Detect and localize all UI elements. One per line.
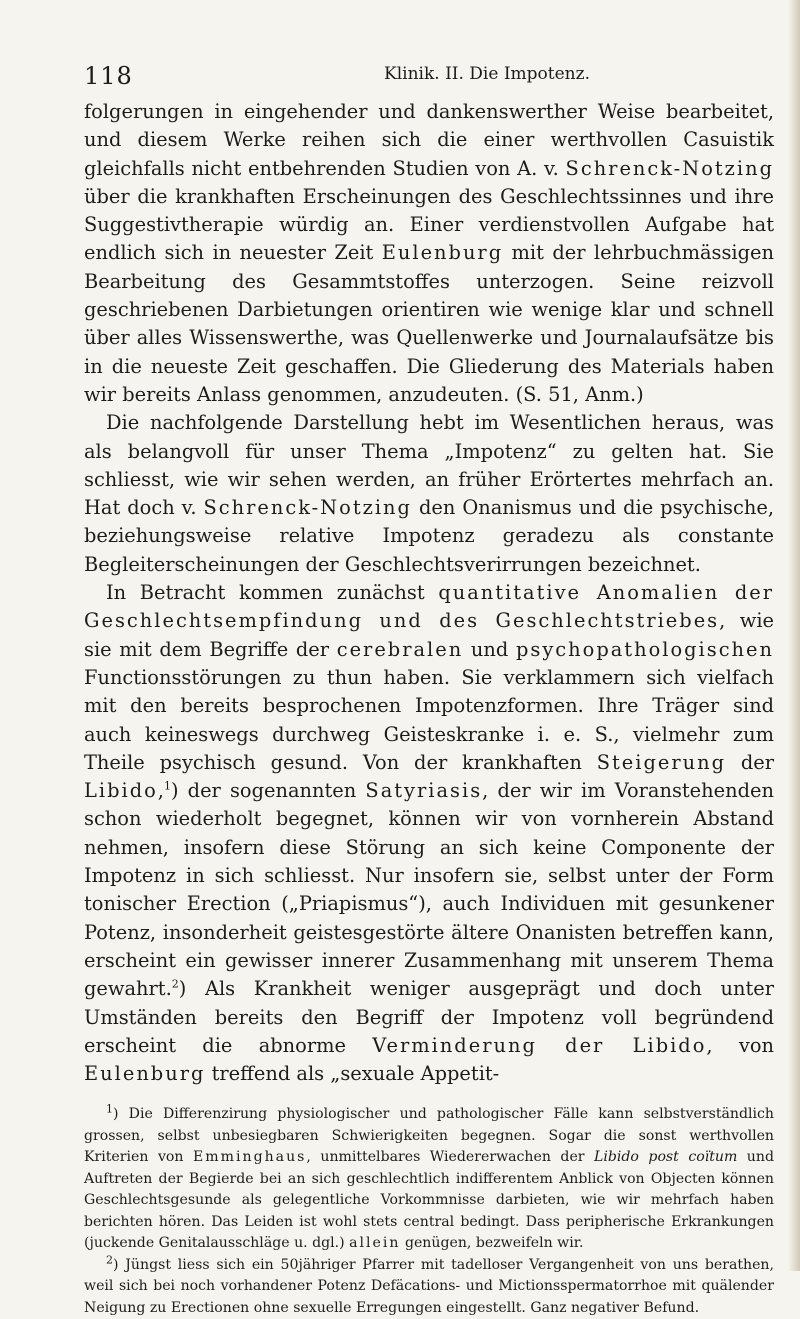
author-name: Eulenburg — [381, 241, 504, 265]
main-text — [84, 98, 774, 1088]
text-run: über die krankhaften Erscheinungen des Geschlechtssinnes und ihre Suggestivtherapie würdig an. Einer verdienstvollen Aufgabe hat endlich sich in neuester Zeit — [84, 184, 774, 265]
italic-term: Libido post coïtum — [594, 1149, 738, 1166]
text-run: ) Jüngst liess sich ein 50jähriger Pfarrer mit tadelloser Vergangenheit von uns berathen, weil sich bei noch vorhandener Potenz Defäcations- und Mictionsspermatorrhoe mit quälender Neigung zu Erectionen ohne sexuelle Erregungen eingestellt. Ganz negativer Befund. — [84, 1256, 774, 1316]
page-number: 118 — [84, 62, 133, 90]
page-header — [84, 60, 774, 90]
text-run: , — [157, 779, 164, 803]
emphasis: Steigerung — [596, 750, 726, 774]
text-run: ) Die Differenzirung physiologischer und pathologischer Fälle kann selbstverständlich grossen, selbst unbesiegbaren Schwierigkeiten begegnen. Sogar die sonst werthvollen Kriterien von — [84, 1106, 774, 1166]
author-name: Emminghaus — [192, 1149, 307, 1166]
footnote-2 — [84, 1255, 774, 1319]
emphasis: Verminderung der Libido — [372, 1033, 707, 1057]
text-run: und — [463, 637, 516, 661]
text-run: ) der sogenannten — [170, 779, 366, 803]
author-name: Eulenburg — [84, 1062, 206, 1086]
footnote-mark: 1 — [106, 1102, 113, 1116]
book-page — [84, 60, 774, 1319]
text-run: der — [726, 750, 774, 774]
text-run: den Onanismus und die psychische, beziehungsweise relative Impotenz geradezu als constante Begleiterscheinungen der Geschlechtsverirrungen bezeichnet. — [84, 496, 774, 576]
footnote-ref: 2 — [171, 977, 179, 991]
text-run: treffend als „sexuale Appetit- — [205, 1062, 500, 1086]
text-run: In Betracht kommen zunächst — [106, 581, 439, 605]
footnote-ref: 1 — [163, 779, 171, 793]
text-run: Die nachfolgende Darstellung hebt im Wesentlichen heraus, was als belangvoll für unser Thema „Impotenz“ zu gelten hat. Sie schliesst, wie wir sehen werden, an früher Erörtertes mehrfach an. Hat doch v. — [84, 411, 774, 520]
emphasis: quantitative Anomalien der Geschlechtsempfindung und des Geschlechtstriebes — [84, 581, 774, 633]
emphasis: allein — [349, 1235, 401, 1252]
emphasis: cerebralen — [336, 637, 464, 661]
text-run: genügen, bezweifeln wir. — [400, 1235, 584, 1252]
paragraph-3 — [84, 579, 774, 1088]
text-run: , wie sie mit dem Begriffe der — [84, 609, 774, 661]
text-run: ) Als Krankheit weniger ausgeprägt und doch unter Umständen bereits den Begriff der Impotenz voll begründend erscheint die abnorme — [84, 977, 774, 1057]
paragraph-1 — [84, 98, 774, 409]
author-name: Schrenck-Notzing — [203, 496, 412, 520]
text-run: , der wir im Voranstehenden schon wiederholt begegnet, können wir von vornherein Abstand nehmen, insofern diese Störung an sich keine Componente der Impotenz in sich schliesst. Nur insofern sie, selbst unter der Form tonischer Erection („Priapismus“), auch Individuen mit gesunkener Potenz, insonderheit geistesgestörte ältere Onanisten betreffen kann, erscheint ein gewisser innerer Zusammenhang mit unserem Thema gewahrt. — [84, 779, 774, 1001]
emphasis: Satyriasis — [365, 779, 483, 803]
text-run: und Auftreten der Begierde bei an sich geschlechtlich indifferentem Anblick von Objecten können Geschlechtsgesunde als gelegentliche Vorkommnisse darbieten, wie wir mehrfach haben berichten hören. Das Leiden ist wohl stets central bedingt. Dass peripherische Erkrankungen (juckende Genitalausschläge u. dgl.) — [84, 1149, 774, 1252]
footnotes — [84, 1104, 774, 1319]
text-run: , unmittelbares Wiedererwachen der — [306, 1149, 595, 1166]
author-name: Schrenck-Notzing — [565, 156, 774, 180]
text-run: , von — [706, 1033, 774, 1057]
emphasis: Libido — [84, 779, 158, 803]
page-edge-shadow — [788, 0, 800, 1271]
text-run: Functionsstörungen zu thun haben. Sie verklammern sich vielfach mit den bereits besprochenen Impotenzformen. Ihre Träger sind auch keineswegs durchweg Geisteskranke i. e. S., vielmehr zum Theile psychisch gesund. Von der krankhaften — [84, 665, 774, 774]
footnote-mark: 2 — [106, 1253, 113, 1267]
emphasis: psychopathologischen — [515, 637, 775, 661]
text-run: folgerungen in eingehender und dankenswerther Weise bearbeitet, und diesem Werke reihen sich die einer werthvollen Casuistik gleichfalls nicht entbehrenden Studien von A. v. — [84, 100, 774, 180]
footnote-separator — [84, 1088, 774, 1094]
running-head: Klinik. II. Die Impotenz. — [384, 64, 590, 84]
paragraph-2 — [84, 409, 774, 579]
footnote-1 — [84, 1104, 774, 1255]
text-run: mit der lehrbuchmässigen Bearbeitung des Gesammtstoffes unterzogen. Seine reizvoll geschriebenen Darbietungen orientiren wie wenige klar und schnell über alles Wissenswerthe, was Quellenwerke und Journalaufsätze bis in die neueste Zeit geschaffen. Die Gliederung des Materials haben wir bereits Anlass genommen, anzudeuten. (S. 51, Anm.) — [84, 241, 774, 406]
